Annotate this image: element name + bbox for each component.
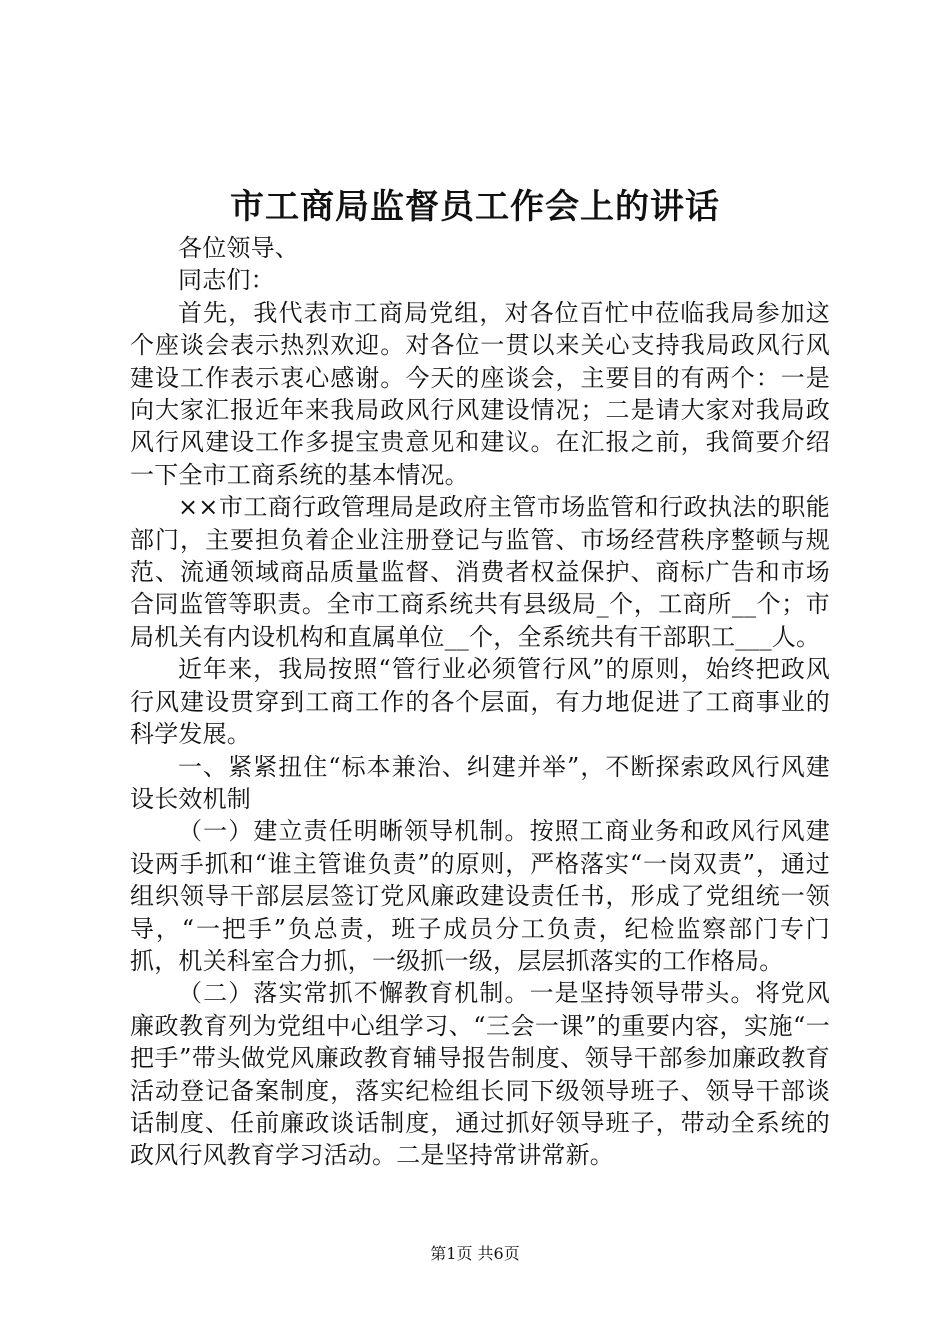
body-paragraph: 首先，我代表市工商局党组，对各位百忙中莅临我局参加这个座谈会表示热烈欢迎。对各位一贯以来关心支持我局政风行风建设工作表示衷心感谢。今天的座谈会，主要目的有两个：一是向大家汇报近年来我局政风行风建设情况；二是请大家对我局政风行风建设工作多提宝贵意见和建议。在汇报之前，我简要介绍一下全市工商系统的基本情况。 [130, 298, 830, 489]
body-paragraph: （二）落实常抓不懈教育机制。一是坚持领导带头。将党风廉政教育列为党组中心组学习、“三会一课”的重要内容，实施“一把手”带头做党风廉政教育辅导报告制度、领导干部参加廉政教育活动登记备案制度，落实纪检组长同下级领导班子、领导干部谈话制度、任前廉政谈话制度，通过抓好领导班子，带动全系统的政风行风教育学习活动。二是坚持常讲常新。 [130, 979, 830, 1170]
page-footer: 第1页 共6页 [430, 1244, 520, 1263]
body-paragraph: 近年来，我局按照“管行业必须管行风”的原则，始终把政风行风建设贯穿到工商工作的各个层面，有力地促进了工商事业的科学发展。 [130, 655, 830, 749]
document-title: 市工商局监督员工作会上的讲话 [230, 187, 720, 227]
document-body [130, 232, 830, 1172]
body-paragraph: （一）建立责任明晰领导机制。按照工商业务和政风行风建设两手抓和“谁主管谁负责”的原则，严格落实“一岗双责”，通过组织领导干部层层签订党风廉政建设责任书，形成了党组统一领导，“一把手”负总责，班子成员分工负责，纪检监察部门专门抓，机关科室合力抓，一级抓一级，层层抓落实的工作格局。 [130, 817, 830, 975]
salutation-line: 各位领导、 [178, 234, 299, 262]
section-heading: 一、紧紧扭住“标本兼治、纠建并举”，不断探索政风行风建设长效机制 [130, 752, 830, 813]
salutation-line: 同志们： [178, 266, 275, 295]
body-paragraph: ××市工商行政管理局是政府主管市场监管和行政执法的职能部门，主要担负着企业注册登记与监管、市场经营秩序整顿与规范、流通领域商品质量监督、消费者权益保护、商标广告和市场合同监管等职责。全市工商系统共有县级局_个，工商所__个；市局机关有内设机构和直属单位__个，全系统共有干部职工___人。 [130, 493, 830, 651]
